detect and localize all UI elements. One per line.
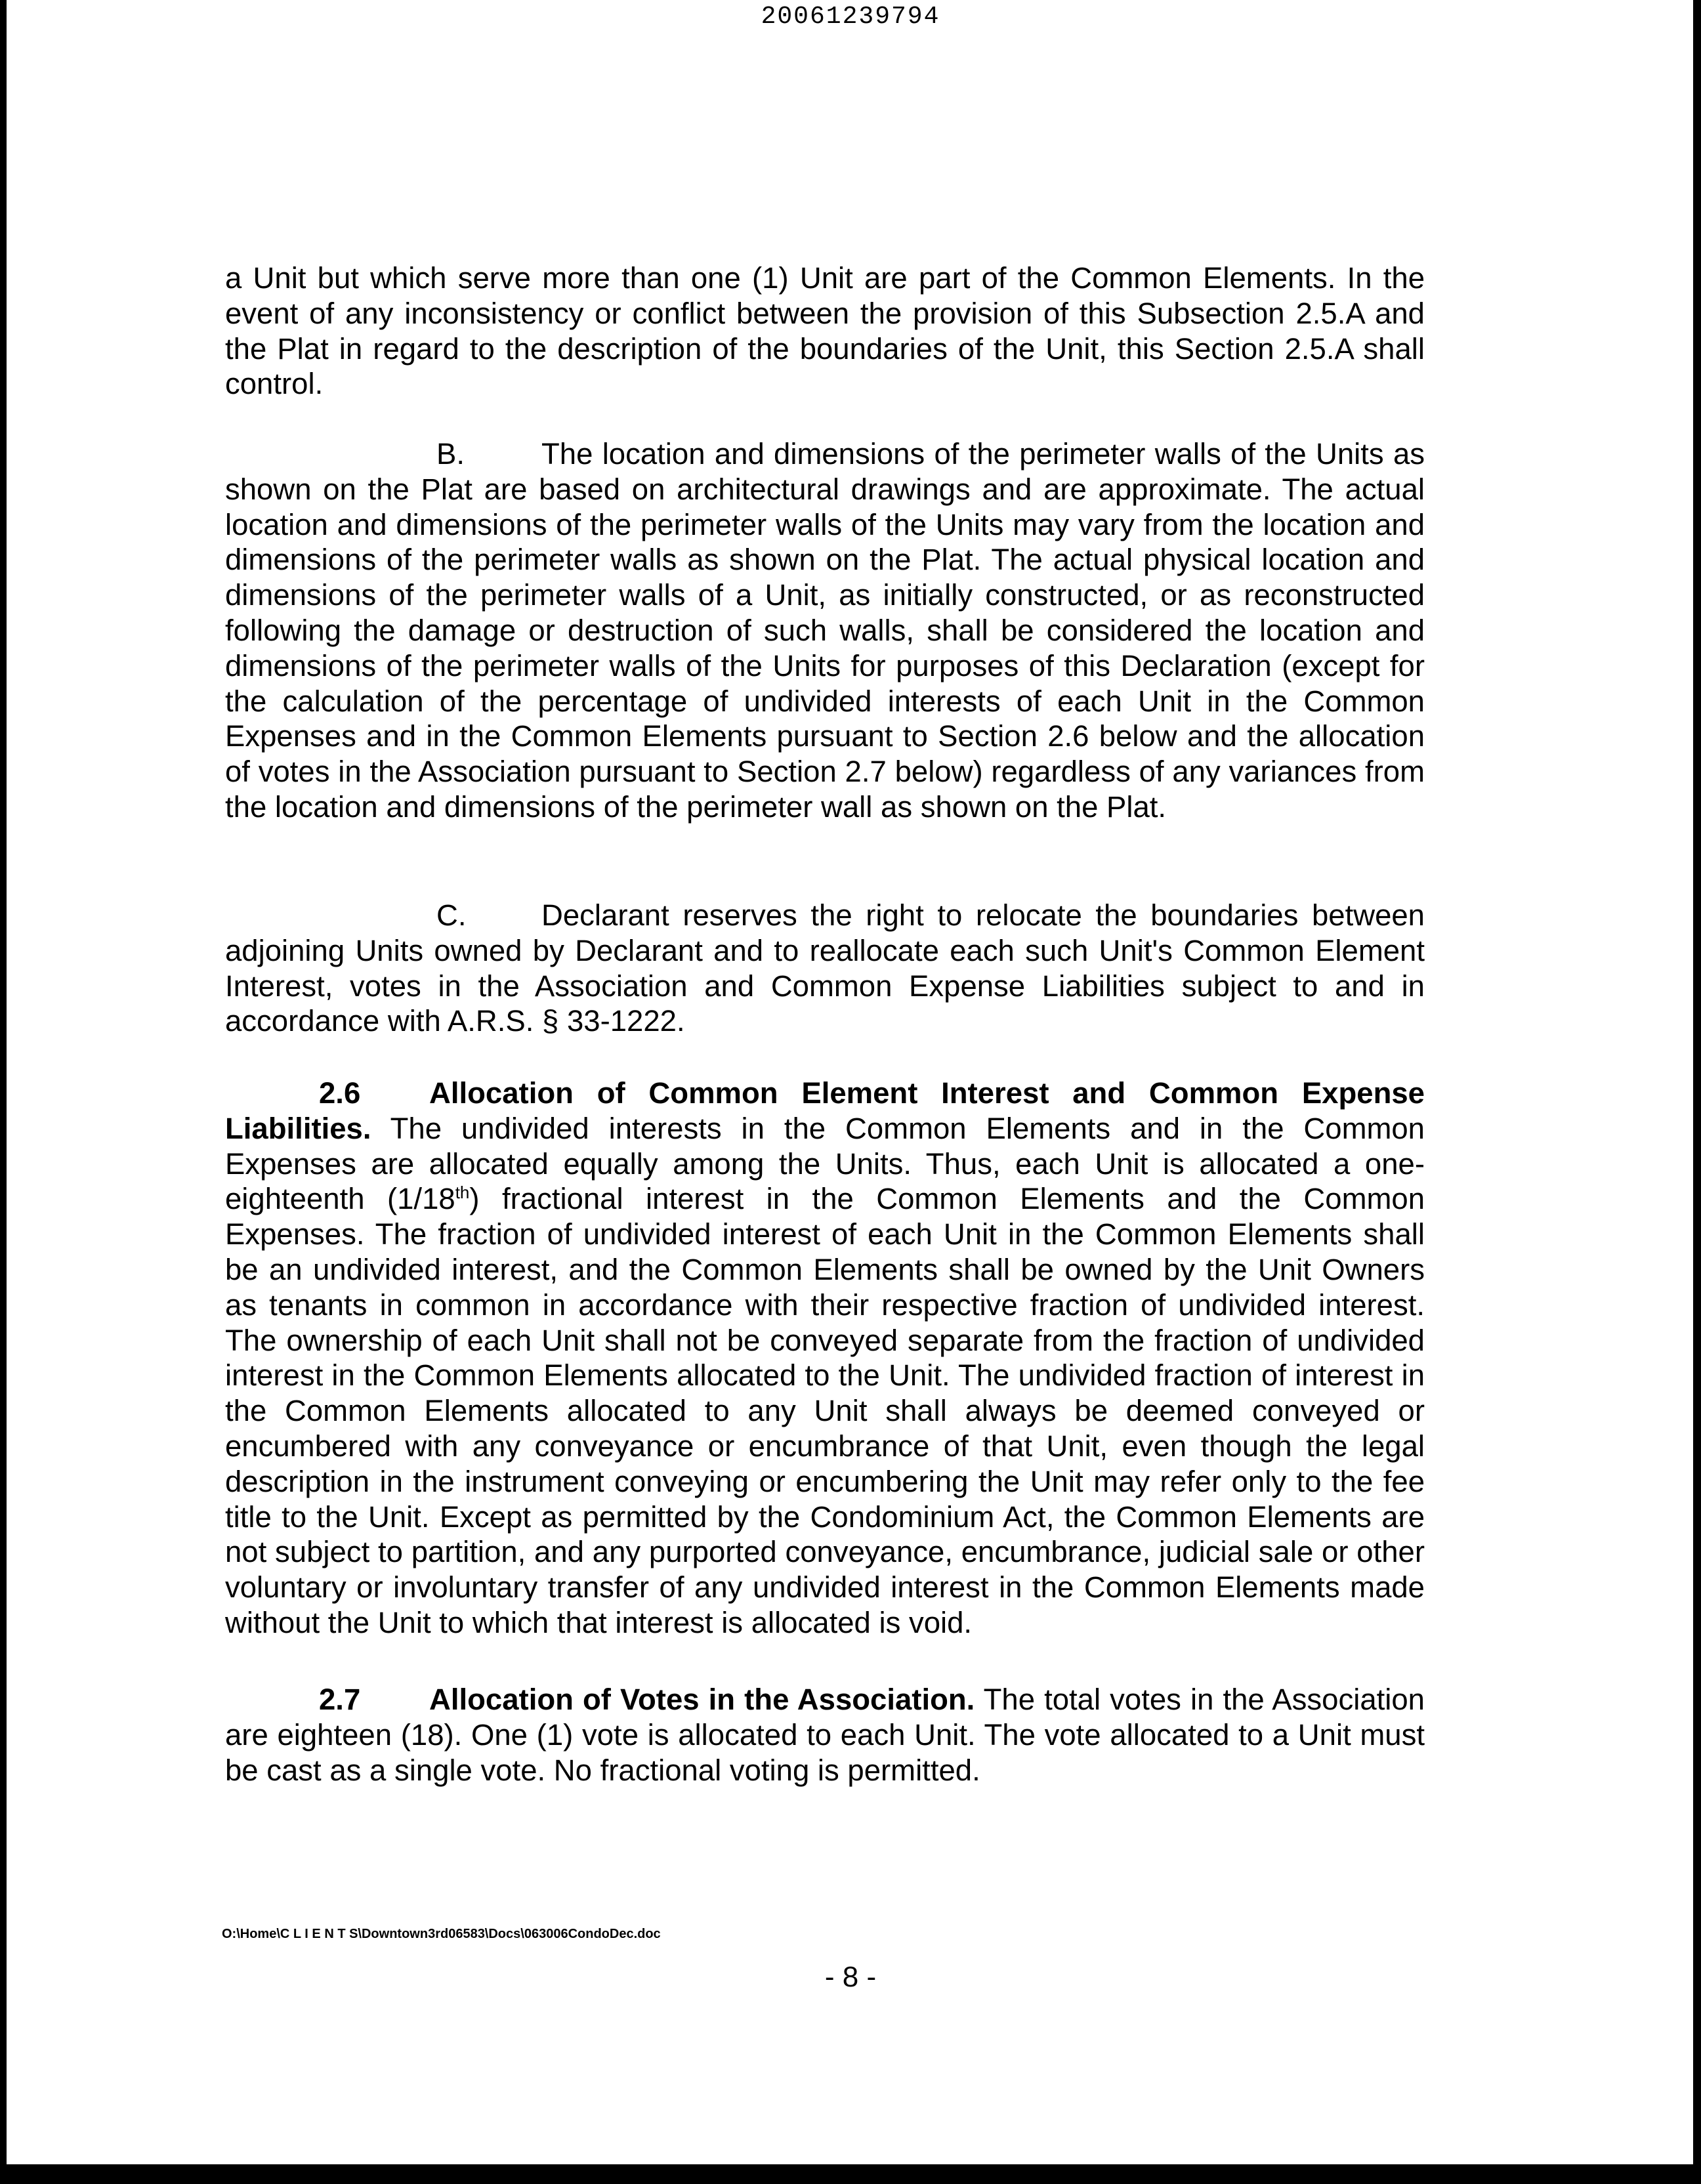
page-number: - 8 - [824, 1961, 877, 1993]
section-2-7-title: Allocation of Votes in the Association. [429, 1683, 975, 1716]
section-2-7-paragraph [225, 1682, 1425, 1788]
section-2-7 [225, 1682, 1425, 1788]
scan-border-left [0, 0, 7, 2184]
section-2-6-text-b: ) fractional interest in the Common Elements and the Common Expenses. The fraction of undivided interest of each Unit in the Common Elements shall be an undivided interest, and the Common Elements shall be owned by the Unit Owners as tenants in common in accordance with their respective fraction of undivided interest. The ownership of each Unit shall not be conveyed separate from the fraction of undivided interest in the Common Elements allocated to the Unit. The undivided fraction of interest in the Common Elements allocated to any Unit shall always be deemed conveyed or encumbered with any conveyance or encumbrance of that Unit, even though the legal description in the instrument conveying or encumbering the Unit may refer only to the fee title to the Unit. Except as permitted by the Condominium Act, the Common Elements are not subject to partition, and any purported conveyance, encumbrance, judicial sale or other voluntary or involuntary transfer of any undivided interest in the Common Elements made without the Unit to which that interest is allocated is void. [225, 1182, 1425, 1639]
paragraph-continuation [225, 261, 1425, 402]
section-2-6 [225, 1076, 1425, 1641]
section-2-6-superscript: th [455, 1183, 470, 1203]
section-2-6-paragraph [225, 1076, 1425, 1641]
subsection-b-text: The location and dimensions of the perimeter walls of the Units as shown on the Plat are based on architectural drawings and are approximate. The actual location and dimensions of the perimeter walls of the Units may vary from the location and dimensions of the perimeter walls as shown on the Plat. The actual physical location and dimensions of the perimeter walls of a Unit, as initially constructed, or as reconstructed following the damage or destruction of such walls, shall be considered the location and dimensions of the perimeter walls of the Units for purposes of this Declaration (except for the calculation of the percentage of undivided interests of each Unit in the Common Expenses and in the Common Elements pursuant to Section 2.6 below and the allocation of votes in the Association pursuant to Section 2.7 below) regardless of any variances from the location and dimensions of the perimeter wall as shown on the Plat. [225, 437, 1425, 824]
paragraph-text: a Unit but which serve more than one (1) Unit are part of the Common Elements. In the event of any inconsistency or conflict between the provision of this Subsection 2.5.A and the Plat in regard to the description of the boundaries of the Unit, this Section 2.5.A shall control. [225, 261, 1425, 401]
subsection-c [225, 898, 1425, 1039]
section-2-6-title: Allocation of Common Element Interest and Common Expense Liabilities. [225, 1076, 1425, 1145]
section-2-6-text-a: The undivided interests in the Common Elements and in the Common Expenses are allocated equally among the Units. Thus, each Unit is allocated a one-eighteenth (1/18 [225, 1111, 1425, 1216]
subsection-c-text: Declarant reserves the right to relocate the boundaries between adjoining Units owned by Declarant and to reallocate each such Unit's Common Element Interest, votes in the Association and Common Expense Liabilities subject to and in accordance with A.R.S. § 33-1222. [225, 898, 1425, 1038]
section-2-7-number: 2.7 [319, 1683, 361, 1716]
scan-border-bottom [0, 2164, 1701, 2184]
section-2-7-text: The total votes in the Association are eighteen (18). One (1) vote is allocated to each Unit. The vote allocated to a Unit must be cast as a single vote. No fractional voting is permitted. [225, 1683, 1425, 1787]
subsection-b [225, 436, 1425, 825]
subsection-b-label: B. [436, 437, 465, 471]
subsection-c-paragraph [225, 898, 1425, 1039]
subsection-b-paragraph [225, 436, 1425, 825]
section-2-6-number: 2.6 [319, 1076, 361, 1110]
footer-file-path: O:\Home\C L I E N T S\Downtown3rd06583\Docs\063006CondoDec.doc [222, 1927, 661, 1941]
document-number: 20061239794 [761, 3, 940, 31]
subsection-c-label: C. [436, 898, 467, 932]
scan-border-right [1693, 0, 1701, 2184]
